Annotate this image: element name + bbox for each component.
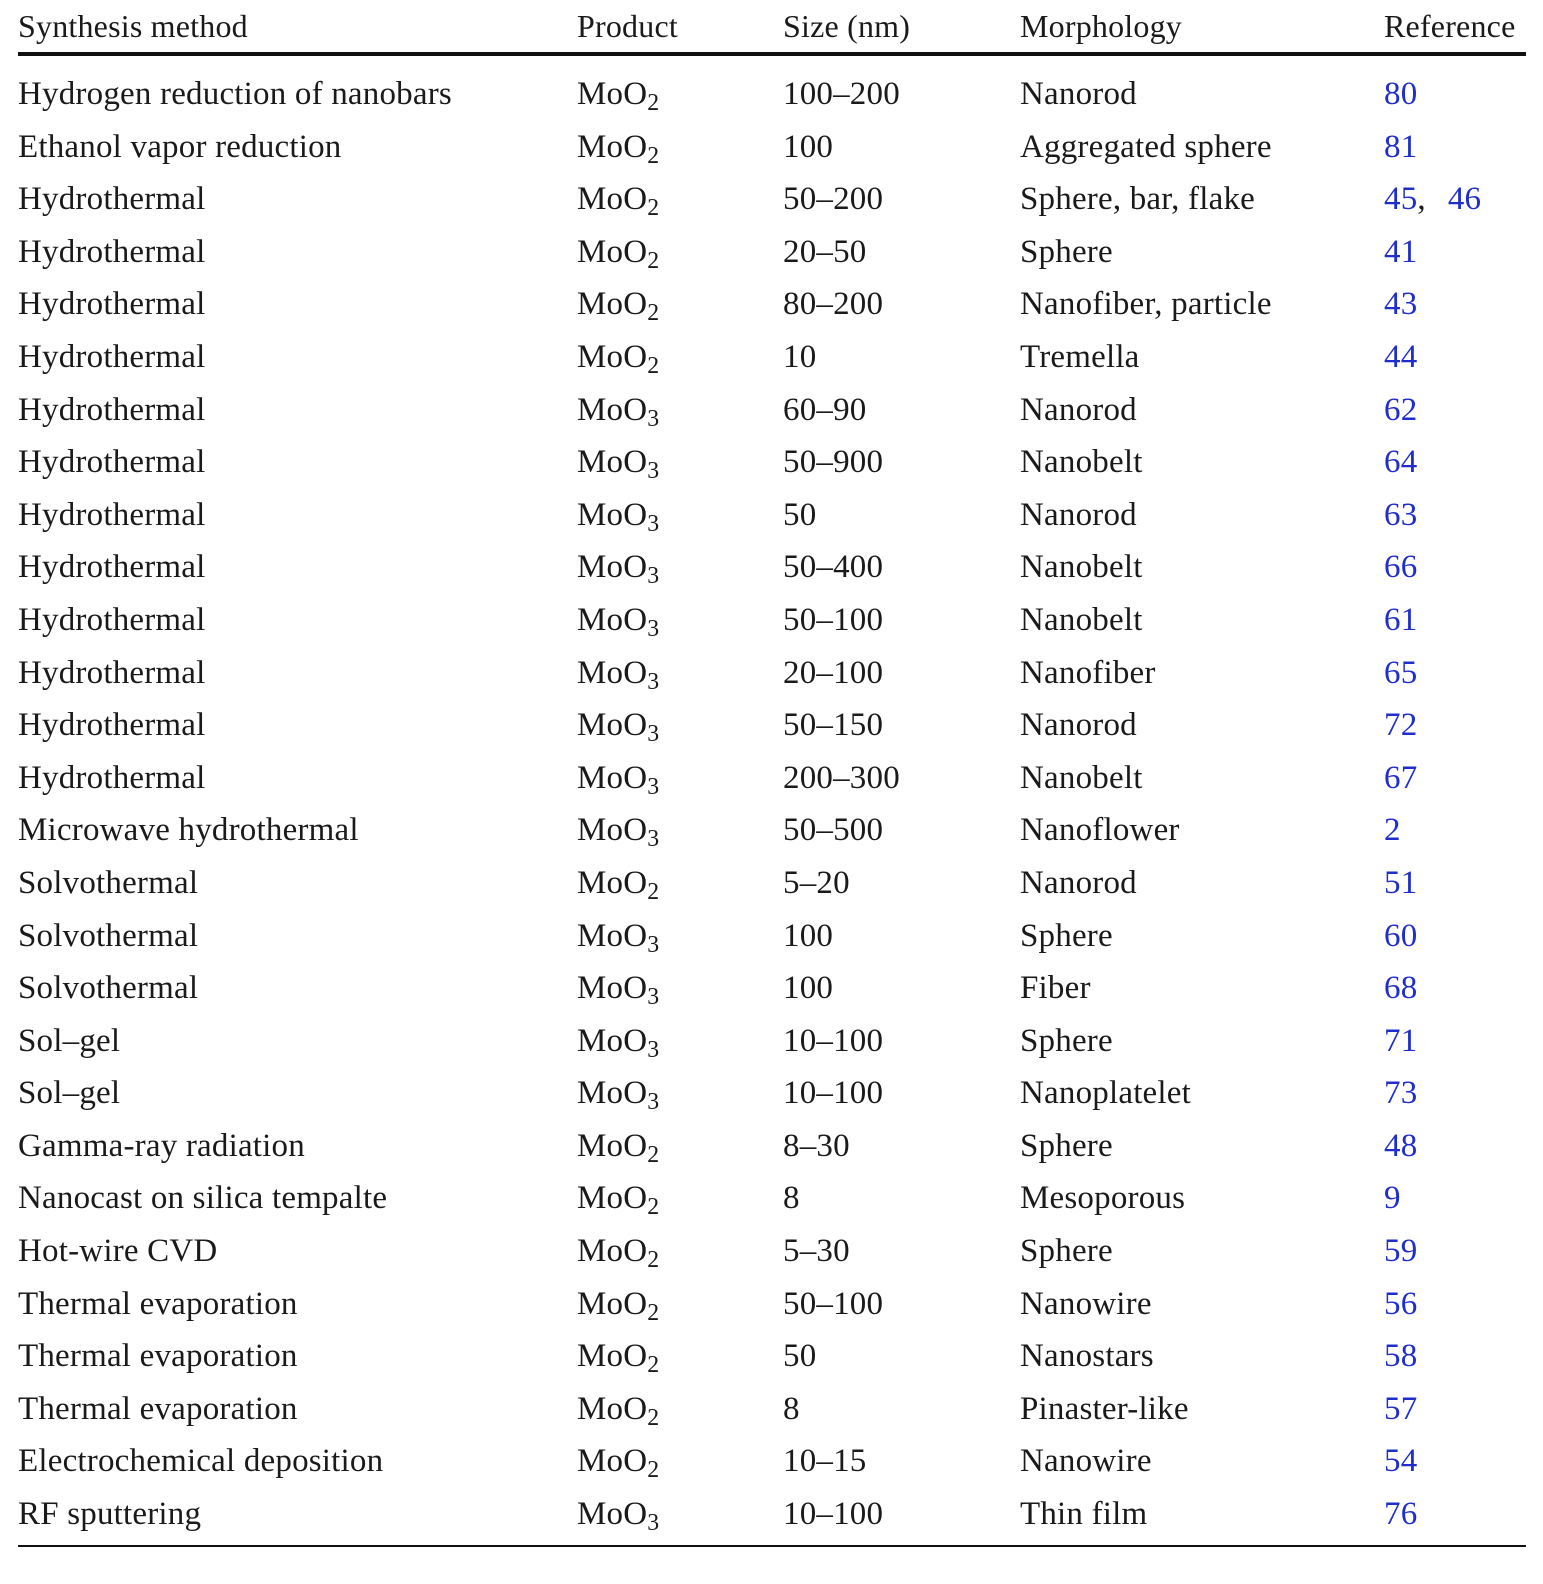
header-morphology: Morphology [1020, 0, 1384, 54]
reference-link[interactable]: 43 [1384, 286, 1418, 323]
cell-product [577, 804, 783, 857]
cell-product [577, 489, 783, 542]
cell-size: 5–20 [783, 864, 850, 901]
cell-morphology: Aggregated sphere [1020, 128, 1272, 165]
reference-separator: , [1417, 181, 1426, 218]
product-formula-base: MoO [577, 1075, 648, 1112]
cell-morphology: Nanofiber, particle [1020, 286, 1272, 323]
cell-morphology: Fiber [1020, 970, 1091, 1007]
cell-morphology: Nanobelt [1020, 549, 1143, 586]
table-row [18, 278, 1526, 331]
cell-reference [1384, 121, 1526, 174]
reference-link[interactable]: 63 [1384, 496, 1418, 533]
cell-product [577, 1383, 783, 1436]
cell-reference [1384, 54, 1526, 121]
cell-morphology: Pinaster-like [1020, 1390, 1189, 1427]
product-formula-base: MoO [577, 128, 648, 165]
cell-synthesis-method: Hydrothermal [18, 181, 206, 218]
table-row [18, 331, 1526, 384]
reference-link[interactable]: 48 [1384, 1127, 1418, 1164]
table-row [18, 436, 1526, 489]
product-formula-base: MoO [577, 233, 648, 270]
cell-product [577, 699, 783, 752]
reference-link[interactable]: 71 [1384, 1022, 1418, 1059]
product-formula-base: MoO [577, 1022, 648, 1059]
cell-size: 50 [783, 496, 817, 533]
reference-link[interactable]: 46 [1447, 181, 1482, 218]
table-row [18, 594, 1526, 647]
product-formula-base: MoO [577, 970, 648, 1007]
product-formula-subscript: 3 [647, 405, 660, 432]
cell-reference [1384, 1435, 1526, 1488]
cell-synthesis-method: Sol–gel [18, 1075, 121, 1112]
header-synthesis-method: Synthesis method [18, 0, 577, 54]
cell-size: 50–400 [783, 549, 884, 586]
table-row [18, 384, 1526, 437]
cell-reference [1384, 752, 1526, 805]
cell-morphology: Sphere [1020, 1022, 1113, 1059]
reference-link[interactable]: 58 [1384, 1338, 1418, 1375]
header-size: Size (nm) [783, 0, 1020, 54]
table-row [18, 1488, 1526, 1546]
cell-size: 20–100 [783, 654, 884, 691]
cell-reference [1384, 541, 1526, 594]
synthesis-table-container [18, 0, 1526, 1547]
cell-synthesis-method: Hydrothermal [18, 601, 206, 638]
reference-link[interactable]: 9 [1384, 1180, 1401, 1217]
product-formula-subscript: 3 [647, 1089, 660, 1116]
cell-size: 50–500 [783, 812, 884, 849]
cell-synthesis-method: Thermal evaporation [18, 1338, 298, 1375]
cell-size: 10–100 [783, 1488, 1020, 1546]
cell-size: 10–100 [783, 1022, 884, 1059]
cell-morphology: Nanobelt [1020, 444, 1143, 481]
cell-synthesis-method: Hydrothermal [18, 496, 206, 533]
product-formula-subscript: 2 [647, 1141, 660, 1168]
product-formula-subscript: 3 [647, 1509, 660, 1536]
reference-link[interactable]: 2 [1384, 812, 1401, 849]
cell-size: 50 [783, 1338, 817, 1375]
product-formula-subscript: 2 [647, 300, 660, 327]
cell-synthesis-method: Hydrothermal [18, 391, 206, 428]
table-row [18, 752, 1526, 805]
product-formula-subscript: 3 [647, 563, 660, 590]
table-row [18, 1225, 1526, 1278]
cell-reference [1384, 226, 1526, 279]
cell-product [577, 910, 783, 963]
product-formula-subscript: 2 [647, 1457, 660, 1484]
cell-morphology: Nanoflower [1020, 812, 1180, 849]
product-formula-base: MoO [577, 286, 648, 323]
cell-size: 8–30 [783, 1127, 850, 1164]
product-formula-base: MoO [577, 601, 648, 638]
cell-product [577, 1330, 783, 1383]
cell-product [577, 121, 783, 174]
product-formula-base: MoO [577, 917, 648, 954]
cell-product [577, 1488, 783, 1546]
product-formula-subscript: 3 [647, 721, 660, 748]
cell-reference [1384, 804, 1526, 857]
reference-link[interactable]: 61 [1384, 601, 1418, 638]
product-formula-subscript: 3 [647, 773, 660, 800]
cell-synthesis-method: Hydrothermal [18, 338, 206, 375]
cell-morphology: Nanobelt [1020, 759, 1143, 796]
product-formula-subscript: 2 [647, 878, 660, 905]
table-row [18, 1067, 1526, 1120]
cell-synthesis-method: Solvothermal [18, 917, 199, 954]
table-row [18, 647, 1526, 700]
reference-link[interactable]: 62 [1384, 391, 1418, 428]
cell-size: 80–200 [783, 286, 884, 323]
header-reference: Reference [1384, 0, 1526, 54]
table-row [18, 1015, 1526, 1068]
cell-product [577, 173, 783, 226]
table-row [18, 804, 1526, 857]
cell-synthesis-method: Ethanol vapor reduction [18, 128, 342, 165]
product-formula-subscript: 3 [647, 458, 660, 485]
product-formula-subscript: 2 [647, 142, 660, 169]
product-formula-base: MoO [577, 444, 648, 481]
table-header [18, 0, 1526, 54]
cell-reference [1384, 1067, 1526, 1120]
reference-link[interactable]: 41 [1384, 233, 1418, 270]
cell-synthesis-method: Nanocast on silica tempalte [18, 1180, 388, 1217]
cell-reference [1384, 699, 1526, 752]
product-formula-base: MoO [577, 338, 648, 375]
cell-size: 50–150 [783, 707, 884, 744]
product-formula-subscript: 2 [647, 195, 660, 222]
cell-morphology: Sphere [1020, 917, 1113, 954]
cell-reference [1384, 278, 1526, 331]
cell-synthesis-method: Thermal evaporation [18, 1285, 298, 1322]
cell-synthesis-method: Microwave hydrothermal [18, 812, 359, 849]
cell-product [577, 594, 783, 647]
cell-size: 200–300 [783, 759, 900, 796]
table-row [18, 121, 1526, 174]
table-row [18, 1383, 1526, 1436]
cell-product [577, 541, 783, 594]
cell-size: 10 [783, 338, 817, 375]
cell-product [577, 331, 783, 384]
reference-link[interactable]: 59 [1384, 1233, 1418, 1270]
table-row [18, 226, 1526, 279]
cell-synthesis-method: Hot-wire CVD [18, 1233, 218, 1270]
reference-link[interactable]: 56 [1384, 1285, 1418, 1322]
product-formula-base: MoO [577, 1496, 648, 1533]
product-formula-base: MoO [577, 1338, 648, 1375]
cell-morphology: Sphere, bar, flake [1020, 181, 1256, 218]
reference-link[interactable]: 81 [1384, 128, 1418, 165]
product-formula-base: MoO [577, 1233, 648, 1270]
synthesis-methods-table [18, 0, 1526, 1547]
reference-link[interactable]: 51 [1384, 864, 1418, 901]
reference-link[interactable]: 80 [1384, 76, 1418, 112]
cell-product [577, 857, 783, 910]
cell-reference [1384, 1225, 1526, 1278]
cell-reference [1384, 857, 1526, 910]
cell-size: 50–200 [783, 181, 884, 218]
cell-synthesis-method: Solvothermal [18, 970, 199, 1007]
product-formula-subscript: 2 [647, 89, 660, 116]
cell-product [577, 278, 783, 331]
product-formula-subscript: 2 [647, 1352, 660, 1379]
cell-morphology: Nanostars [1020, 1338, 1154, 1375]
cell-size: 50–900 [783, 444, 884, 481]
cell-product [577, 1172, 783, 1225]
product-formula-subscript: 2 [647, 247, 660, 274]
cell-synthesis-method: Electrochemical deposition [18, 1443, 384, 1480]
product-formula-base: MoO [577, 1127, 648, 1164]
reference-link[interactable]: 44 [1384, 338, 1418, 375]
cell-reference [1384, 1278, 1526, 1331]
cell-reference [1384, 173, 1526, 226]
cell-product [577, 1225, 783, 1278]
cell-synthesis-method: Thermal evaporation [18, 1390, 298, 1427]
cell-synthesis-method: Hydrothermal [18, 759, 206, 796]
cell-reference [1384, 647, 1526, 700]
cell-product [577, 1015, 783, 1068]
reference-link[interactable]: 45 [1384, 181, 1418, 218]
product-formula-subscript: 3 [647, 984, 660, 1011]
cell-size: 100 [783, 917, 834, 954]
product-formula-subscript: 3 [647, 1036, 660, 1063]
product-formula-subscript: 2 [647, 1194, 660, 1221]
cell-morphology: Nanoplatelet [1020, 1075, 1191, 1112]
cell-product [577, 1120, 783, 1173]
cell-size: 5–30 [783, 1233, 850, 1270]
product-formula-subscript: 3 [647, 510, 660, 537]
cell-morphology: Nanorod [1020, 391, 1137, 428]
product-formula-subscript: 2 [647, 1299, 660, 1326]
product-formula-base: MoO [577, 76, 648, 112]
product-formula-subscript: 3 [647, 615, 660, 642]
cell-reference [1384, 384, 1526, 437]
cell-morphology: Nanorod [1020, 864, 1137, 901]
cell-product [577, 647, 783, 700]
reference-link[interactable]: 57 [1384, 1390, 1418, 1427]
product-formula-base: MoO [577, 707, 648, 744]
table-row [18, 1435, 1526, 1488]
cell-size: 100–200 [783, 76, 900, 112]
cell-product [577, 1435, 783, 1488]
cell-product [577, 436, 783, 489]
product-formula-base: MoO [577, 1443, 648, 1480]
product-formula-base: MoO [577, 391, 648, 428]
cell-reference [1384, 962, 1526, 1015]
cell-synthesis-method: Hydrothermal [18, 286, 206, 323]
cell-synthesis-method: Gamma-ray radiation [18, 1127, 305, 1164]
cell-morphology: Sphere [1020, 1233, 1113, 1270]
header-row [18, 0, 1526, 54]
product-formula-subscript: 2 [647, 1247, 660, 1273]
cell-reference [1384, 1015, 1526, 1068]
reference-link[interactable]: 64 [1384, 444, 1418, 481]
product-formula-base: MoO [577, 549, 648, 586]
cell-reference [1384, 910, 1526, 963]
product-formula-base: MoO [577, 1180, 648, 1217]
cell-size: 8 [783, 1390, 800, 1427]
cell-reference [1384, 436, 1526, 489]
product-formula-base: MoO [577, 864, 648, 901]
product-formula-base: MoO [577, 1390, 648, 1427]
product-formula-subscript: 3 [647, 931, 660, 958]
reference-link[interactable]: 73 [1384, 1075, 1418, 1112]
table-row [18, 541, 1526, 594]
reference-link[interactable]: 72 [1384, 707, 1418, 744]
table-row [18, 1278, 1526, 1331]
cell-morphology: Nanobelt [1020, 601, 1143, 638]
cell-morphology: Nanowire [1020, 1285, 1152, 1322]
cell-product [577, 54, 783, 121]
product-formula-base: MoO [577, 759, 648, 796]
cell-size: 100 [783, 970, 834, 1007]
reference-link[interactable]: 67 [1384, 759, 1418, 796]
cell-product [577, 384, 783, 437]
table-row [18, 173, 1526, 226]
table-row [18, 1120, 1526, 1173]
reference-link[interactable]: 65 [1384, 654, 1418, 691]
table-row [18, 54, 1526, 121]
product-formula-base: MoO [577, 496, 648, 533]
product-formula-base: MoO [577, 812, 648, 849]
cell-morphology: Nanorod [1020, 707, 1137, 744]
cell-product [577, 1067, 783, 1120]
cell-reference [1384, 1120, 1526, 1173]
cell-synthesis-method: Hydrothermal [18, 444, 206, 481]
cell-size: 10–100 [783, 1075, 884, 1112]
table-body [18, 54, 1526, 1546]
cell-synthesis-method: Hydrothermal [18, 654, 206, 691]
cell-morphology: Thin film [1020, 1488, 1384, 1546]
cell-synthesis-method: RF sputtering [18, 1488, 577, 1546]
cell-synthesis-method: Solvothermal [18, 864, 199, 901]
table-row [18, 489, 1526, 542]
product-formula-base: MoO [577, 181, 648, 218]
cell-morphology: Tremella [1020, 338, 1140, 375]
cell-synthesis-method: Sol–gel [18, 1022, 121, 1059]
product-formula-base: MoO [577, 654, 648, 691]
cell-synthesis-method: Hydrothermal [18, 707, 206, 744]
cell-morphology: Mesoporous [1020, 1180, 1186, 1217]
product-formula-subscript: 3 [647, 826, 660, 853]
cell-morphology: Nanorod [1020, 76, 1137, 112]
cell-reference [1384, 1488, 1526, 1546]
cell-size: 50–100 [783, 601, 884, 638]
cell-morphology: Nanofiber [1020, 654, 1156, 691]
reference-link[interactable]: 60 [1384, 917, 1418, 954]
cell-reference [1384, 594, 1526, 647]
cell-morphology: Sphere [1020, 1127, 1113, 1164]
cell-morphology: Nanowire [1020, 1443, 1152, 1480]
cell-reference [1384, 1330, 1526, 1383]
cell-morphology: Sphere [1020, 233, 1113, 270]
cell-product [577, 752, 783, 805]
cell-reference [1384, 331, 1526, 384]
cell-size: 100 [783, 128, 834, 165]
table-row [18, 699, 1526, 752]
cell-size: 10–15 [783, 1443, 867, 1480]
table-row [18, 857, 1526, 910]
cell-synthesis-method: Hydrothermal [18, 549, 206, 586]
table-row [18, 1330, 1526, 1383]
header-product: Product [577, 0, 783, 54]
cell-size: 50–100 [783, 1285, 884, 1322]
cell-size: 8 [783, 1180, 800, 1217]
reference-link[interactable]: 76 [1384, 1496, 1418, 1533]
cell-synthesis-method: Hydrogen reduction of nanobars [18, 76, 452, 112]
reference-link[interactable]: 66 [1384, 549, 1418, 586]
cell-reference [1384, 1172, 1526, 1225]
table-row [18, 962, 1526, 1015]
cell-product [577, 1278, 783, 1331]
table-row [18, 910, 1526, 963]
reference-link[interactable]: 54 [1384, 1443, 1418, 1480]
cell-product [577, 226, 783, 279]
table-row [18, 1172, 1526, 1225]
product-formula-subscript: 2 [647, 1404, 660, 1431]
cell-reference [1384, 1383, 1526, 1436]
product-formula-subscript: 2 [647, 352, 660, 379]
cell-morphology: Nanorod [1020, 496, 1137, 533]
cell-synthesis-method: Hydrothermal [18, 233, 206, 270]
cell-size: 60–90 [783, 391, 867, 428]
cell-size: 20–50 [783, 233, 867, 270]
product-formula-subscript: 3 [647, 668, 660, 695]
cell-product [577, 962, 783, 1015]
reference-link[interactable]: 68 [1384, 970, 1418, 1007]
product-formula-base: MoO [577, 1285, 648, 1322]
cell-reference [1384, 489, 1526, 542]
